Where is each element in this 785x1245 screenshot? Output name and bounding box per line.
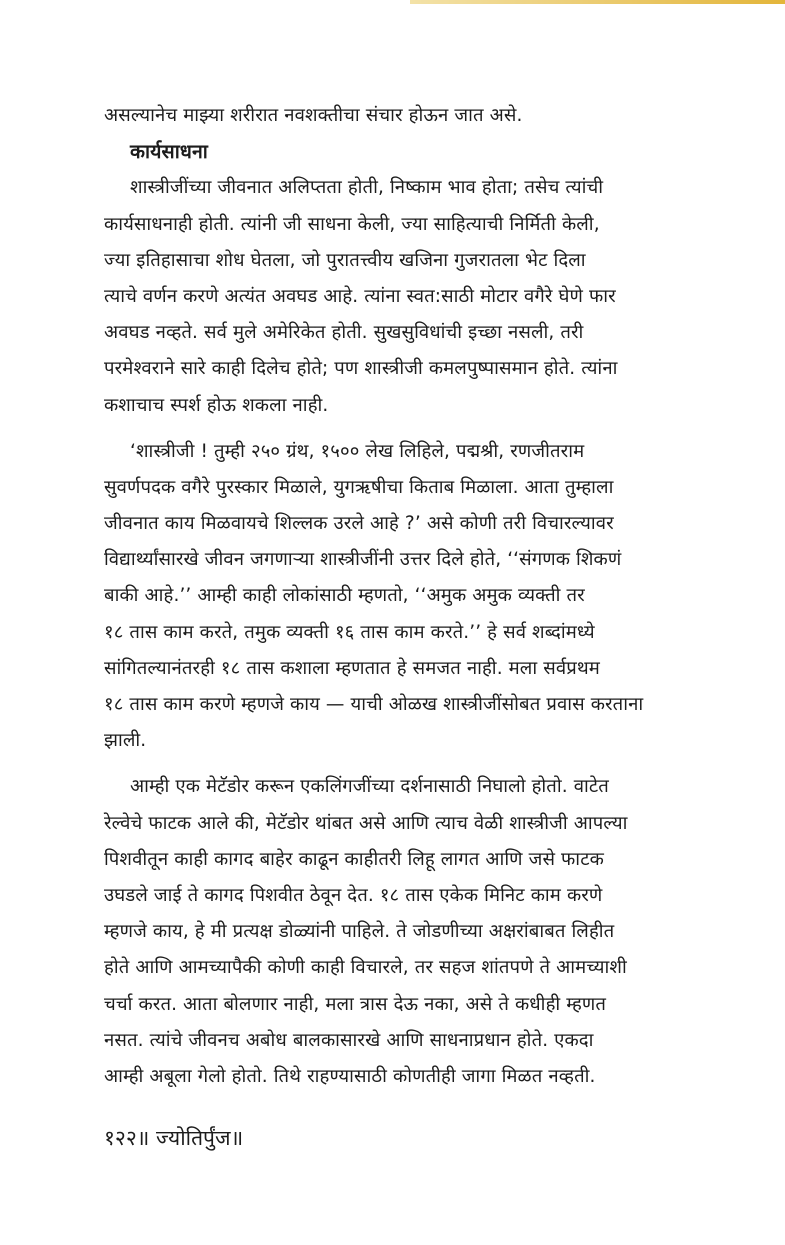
text-line: असल्यानेच माझ्या शरीरात नवशक्तीचा संचार होऊन जात असे.: [104, 105, 523, 126]
page-footer: १२२॥ ज्योतिर्पुंज॥: [104, 1126, 244, 1150]
text-line: बाकी आहे.’’ आम्ही काही लोकांसाठी म्हणतो, ‘‘अमुक अमुक व्यक्ती तर: [104, 585, 585, 607]
section-heading: कार्यसाधना: [130, 140, 208, 164]
text-line: कार्यसाधनाही होती. त्यांनी जी साधना केली, ज्या साहित्याची निर्मिती केली,: [104, 213, 600, 235]
text-line: १८ तास काम करणे म्हणजे काय — याची ओळख शास्त्रीजींसोबत प्रवास करताना: [104, 694, 644, 715]
page-body: [104, 98, 696, 1095]
text-line: ‘शास्त्रीजी ! तुम्ही २५० ग्रंथ, १५०० लेख लिहिले, पद्मश्री, रणजीतराम: [130, 440, 585, 462]
text-line: १८ तास काम करते, तमुक व्यक्ती १६ तास काम करते.’’ हे सर्व शब्दांमध्ये: [104, 621, 595, 643]
text-line: कशाचाच स्पर्श होऊ शकला नाही.: [104, 394, 329, 416]
text-line: आम्ही एक मेटॅडोर करून एकलिंगजींच्या दर्शनासाठी निघालो होतो. वाटेत: [130, 776, 609, 798]
text-line: सुवर्णपदक वगैरे पुरस्कार मिळाले, युगऋषीचा किताब मिळाला. आता तुम्हाला: [104, 476, 614, 498]
text-line: परमेश्वराने सारे काही दिलेच होते; पण शास्त्रीजी कमलपुष्पासमान होते. त्यांना: [104, 358, 618, 380]
top-decorative-rule: [410, 0, 785, 4]
text-line: त्याचे वर्णन करणे अत्यंत अवघड आहे. त्यांना स्वत:साठी मोटार वगैरे घेणे फार: [104, 285, 616, 307]
text-line: नसत. त्यांचे जीवनच अबोध बालकासारखे आणि साधनाप्रधान होते. एकदा: [104, 1029, 594, 1051]
text-line: रेल्वेचे फाटक आले की, मेटॅडोर थांबत असे आणि त्याच वेळी शास्त्रीजी आपल्या: [104, 812, 628, 834]
text-line: उघडले जाई ते कागद पिशवीत ठेवून देत. १८ तास एकेक मिनिट काम करणे: [104, 884, 603, 906]
text-line: आम्ही अबूला गेलो होतो. तिथे राहण्यासाठी कोणतीही जागा मिळत नव्हती.: [104, 1065, 596, 1087]
text-line: म्हणजे काय, हे मी प्रत्यक्ष डोळ्यांनी पाहिले. ते जोडणीच्या अक्षरांबाबत लिहीत: [104, 921, 615, 943]
text-line: झाली.: [104, 730, 147, 752]
text-line: विद्यार्थ्यांसारखे जीवन जगणाऱ्या शास्त्रीजींनी उत्तर दिले होते, ‘‘संगणक शिकणं: [104, 549, 622, 571]
text-line: ज्या इतिहासाचा शोध घेतला, जो पुरातत्त्वीय खजिना गुजरातला भेट दिला: [104, 249, 586, 271]
text-line: जीवनात काय मिळवायचे शिल्लक उरले आहे ?’ असे कोणी तरी विचारल्यावर: [104, 513, 614, 535]
text-line: होते आणि आमच्यापैकी कोणी काही विचारले, तर सहज शांतपणे ते आमच्याशी: [104, 957, 627, 979]
text-line: शास्त्रीजींच्या जीवनात अलिप्तता होती, निष्काम भाव होता; तसेच त्यांची: [130, 177, 604, 199]
text-line: अवघड नव्हते. सर्व मुले अमेरिकेत होती. सुखसुविधांची इच्छा नसली, तरी: [104, 322, 584, 344]
text-line: सांगितल्यानंतरही १८ तास कशाला म्हणतात हे समजत नाही. मला सर्वप्रथम: [104, 657, 600, 679]
text-line: चर्चा करत. आता बोलणार नाही, मला त्रास देऊ नका, असे ते कधीही म्हणत: [104, 993, 606, 1015]
text-line: पिशवीतून काही कागद बाहेर काढून काहीतरी लिहू लागत आणि जसे फाटक: [104, 848, 604, 870]
